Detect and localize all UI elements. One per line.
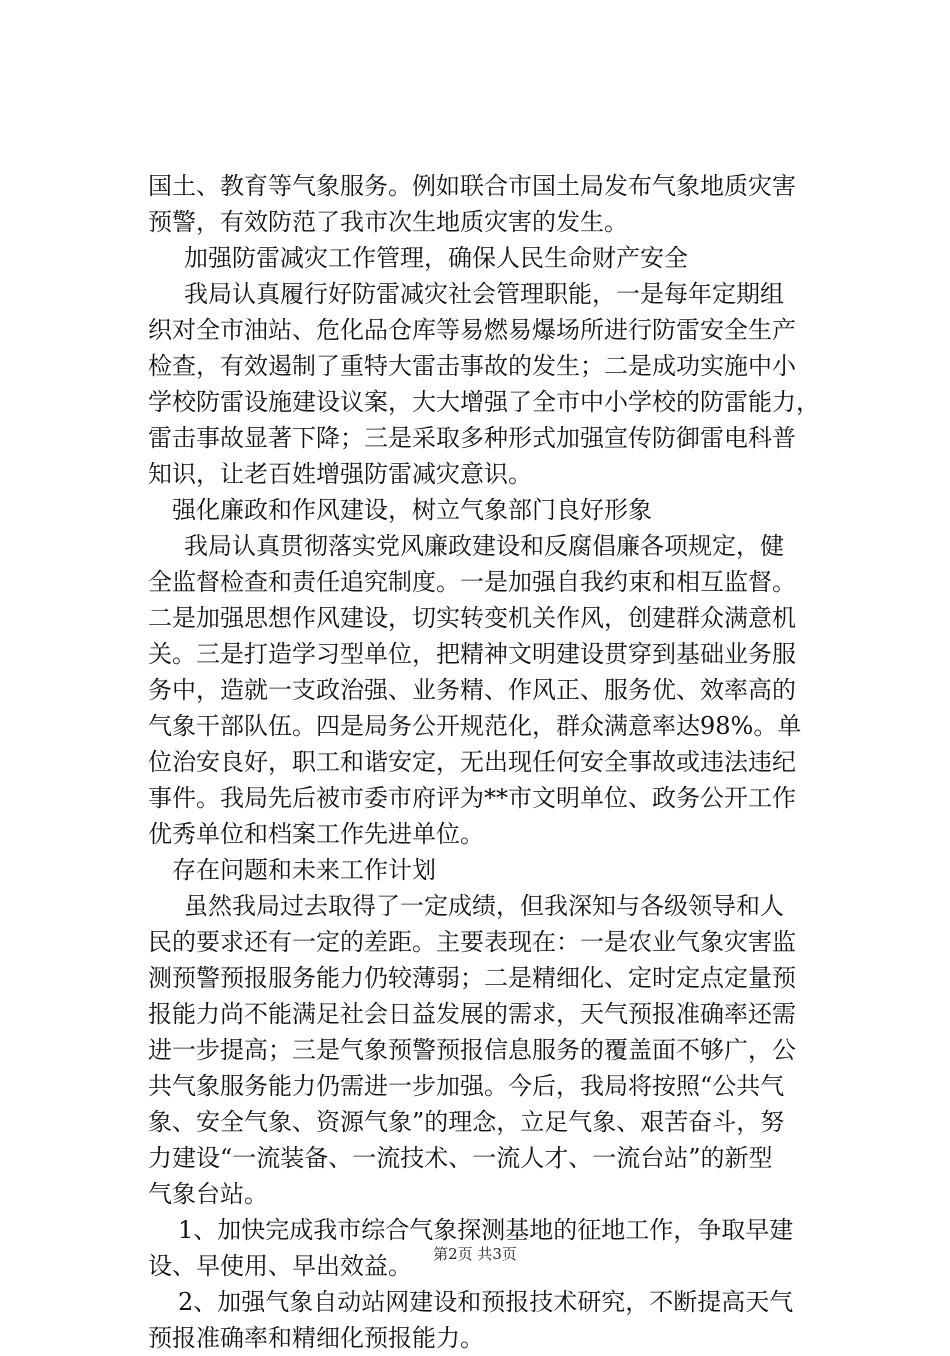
text-line: 我局认真履行好防雷减灾社会管理职能，一是每年定期组 [184, 280, 784, 308]
text-line: 全监督检查和责任追究制度。一是加强自我约束和相互监督。 [148, 568, 796, 596]
page-number: 第2页 共3页 [433, 1245, 517, 1263]
text-line: 知识，让老百姓增强防雷减灾意识。 [148, 460, 532, 488]
list-item: 1、加快完成我市综合气象探测基地的征地工作，争取早建 [178, 1216, 794, 1244]
section-heading: 存在问题和未来工作计划 [172, 856, 436, 884]
document-body [148, 168, 838, 1356]
text-line: 织对全市油站、危化品仓库等易燃易爆场所进行防雷安全生产 [148, 316, 796, 344]
text-line: 力建设“一流装备、一流技术、一流人才、一流台站”的新型 [148, 1144, 773, 1172]
text-line: 进一步提高；三是气象预警预报信息服务的覆盖面不够广，公 [148, 1036, 796, 1064]
text-line: 报能力尚不能满足社会日益发展的需求，天气预报准确率还需 [148, 1000, 796, 1028]
text-line: 设、早使用、早出效益。 [148, 1252, 412, 1280]
text-line: 关。三是打造学习型单位，把精神文明建设贯穿到基础业务服 [148, 640, 796, 668]
page-footer [0, 1244, 950, 1264]
text-line: 预报准确率和精细化预报能力。 [148, 1324, 484, 1352]
text-line: 虽然我局过去取得了一定成绩，但我深知与各级领导和人 [184, 892, 784, 920]
text-line: 学校防雷设施建设议案，大大增强了全市中小学校的防雷能力， [148, 388, 820, 416]
text-line: 共气象服务能力仍需进一步加强。今后，我局将按照“公共气 [148, 1072, 785, 1100]
list-item: 2、加强气象自动站网建设和预报技术研究，不断提高天气 [178, 1288, 794, 1316]
text-line: 国土、教育等气象服务。例如联合市国土局发布气象地质灾害 [148, 172, 796, 200]
text-line: 优秀单位和档案工作先进单位。 [148, 820, 484, 848]
text-line: 气象干部队伍。四是局务公开规范化，群众满意率达98%。单 [148, 712, 802, 740]
text-line: 雷击事故显著下降；三是采取多种形式加强宣传防御雷电科普 [148, 424, 796, 452]
text-line: 位治安良好，职工和谐安定，无出现任何安全事故或违法违纪 [148, 748, 796, 776]
text-line: 象、安全气象、资源气象”的理念，立足气象、艰苦奋斗，努 [148, 1108, 785, 1136]
text-line: 事件。我局先后被市委市府评为**市文明单位、政务公开工作 [148, 784, 796, 812]
text-line: 测预警预报服务能力仍较薄弱；二是精细化、定时定点定量预 [148, 964, 796, 992]
text-line: 民的要求还有一定的差距。主要表现在：一是农业气象灾害监 [148, 928, 796, 956]
text-line: 我局认真贯彻落实党风廉政建设和反腐倡廉各项规定，健 [184, 532, 784, 560]
text-line: 检查，有效遏制了重特大雷击事故的发生；二是成功实施中小 [148, 352, 796, 380]
section-heading: 加强防雷减灾工作管理，确保人民生命财产安全 [184, 244, 688, 272]
section-heading: 强化廉政和作风建设，树立气象部门良好形象 [172, 496, 652, 524]
text-line: 预警，有效防范了我市次生地质灾害的发生。 [148, 208, 628, 236]
text-line: 二是加强思想作风建设，切实转变机关作风，创建群众满意机 [148, 604, 796, 632]
text-line: 务中，造就一支政治强、业务精、作风正、服务优、效率高的 [148, 676, 796, 704]
text-line: 气象台站。 [148, 1180, 268, 1208]
